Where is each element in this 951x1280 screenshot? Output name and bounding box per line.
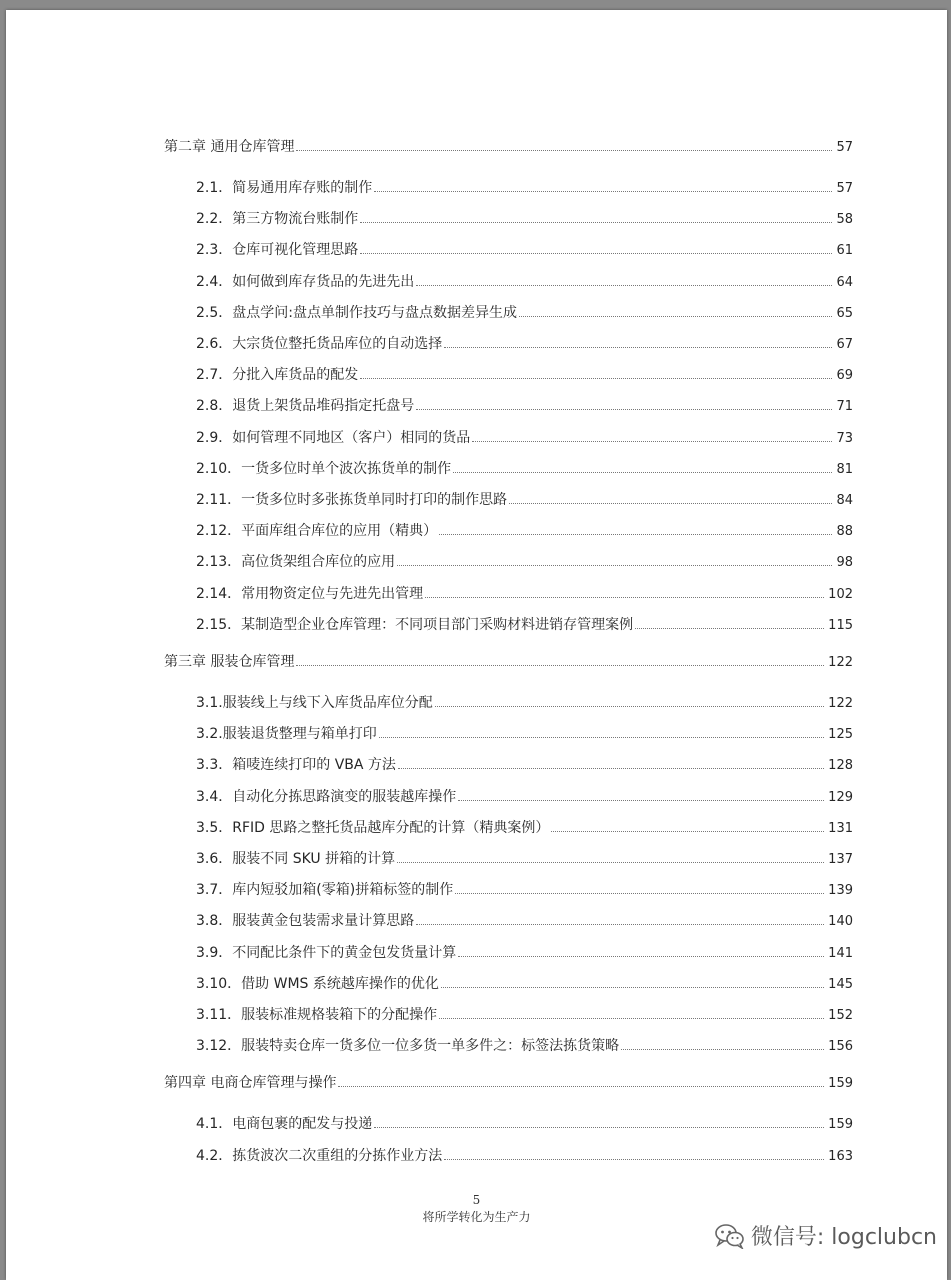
toc-section — [196, 273, 853, 292]
dot-leader — [455, 892, 824, 894]
toc-entry-page: 69 — [836, 368, 853, 384]
toc-entry-label: 2.8．退货上架货品堆码指定托盘号 — [196, 398, 415, 415]
wechat-watermark — [715, 1220, 937, 1251]
dot-leader — [379, 736, 824, 738]
toc-chapter — [164, 138, 853, 157]
dot-leader — [296, 664, 824, 666]
toc-entry-page: 57 — [836, 140, 853, 155]
toc-entry-label: 4.1．电商包裹的配发与投递 — [196, 1116, 373, 1133]
dot-leader — [360, 252, 832, 254]
dot-leader — [458, 799, 824, 801]
dot-leader — [435, 705, 824, 707]
toc-section — [196, 429, 853, 448]
toc-entry-label: 2.13．高位货架组合库位的应用 — [196, 554, 396, 571]
toc-entry-label: 2.1．简易通用库存账的制作 — [196, 180, 373, 196]
toc-entry-page: 125 — [828, 727, 853, 743]
dot-leader — [398, 767, 824, 769]
toc-entry-page: 58 — [836, 212, 853, 228]
toc-entry-page: 128 — [828, 758, 853, 774]
toc-entry-page: 57 — [836, 181, 853, 196]
toc-entry-page: 141 — [828, 945, 853, 961]
toc-entry-label: 2.5．盘点学问:盘点单制作技巧与盘点数据差异生成 — [196, 304, 517, 321]
dot-leader — [472, 440, 832, 442]
toc-entry-label: 2.15．某制造型企业仓库管理：不同项目部门采购材料进销存管理案例 — [196, 616, 634, 633]
toc-entry-page: 139 — [828, 883, 853, 899]
page-number: 5 — [472, 1193, 481, 1207]
dot-leader — [441, 986, 824, 988]
dot-leader — [458, 955, 824, 957]
toc-entry-label: 3.6．服装不同 SKU 拼箱的计算 — [196, 851, 396, 867]
toc-entry-label: 3.7．库内短驳加箱(零箱)拼箱标签的制作 — [196, 882, 454, 899]
toc-entry-label: 2.11．一货多位时多张拣货单同时打印的制作思路 — [196, 492, 508, 508]
dot-leader — [519, 315, 832, 317]
toc-section — [196, 1037, 853, 1056]
footer-slogan: 将所学转化为生产力 — [422, 1210, 531, 1224]
toc-section — [196, 616, 853, 635]
toc-entry-page: 131 — [828, 820, 853, 836]
toc-entry-label: 3.12．服装特卖仓库一货多位一位多货一单多件之：标签法拣货策略 — [196, 1038, 620, 1055]
toc-section — [196, 241, 853, 260]
dot-leader — [425, 596, 824, 598]
toc-entry-page: 115 — [828, 617, 853, 633]
toc-section — [196, 522, 853, 541]
dot-leader — [360, 377, 832, 379]
toc-entry-page: 156 — [828, 1039, 853, 1055]
toc-entry-label: 3.11．服装标准规格装箱下的分配操作 — [196, 1007, 438, 1023]
toc-section — [196, 553, 853, 572]
dot-leader — [439, 1017, 824, 1019]
toc-entry-label: 3.4．自动化分拣思路演变的服装越库操作 — [196, 788, 457, 805]
toc-section — [196, 304, 853, 323]
toc-entry-page: 163 — [828, 1148, 853, 1164]
toc-chapter — [164, 653, 853, 672]
toc-entry-label: 3.1.服装线上与线下入库货品库位分配 — [196, 695, 433, 711]
toc-section — [196, 585, 853, 604]
dot-leader — [439, 533, 832, 535]
dot-leader — [296, 149, 832, 151]
toc-section — [196, 756, 853, 775]
toc-entry-label: 2.6．大宗货位整托货品库位的自动选择 — [196, 336, 443, 352]
toc-section — [196, 819, 853, 838]
toc-entry-page: 145 — [828, 976, 853, 992]
toc-section — [196, 944, 853, 963]
toc-entry-page: 61 — [836, 243, 853, 259]
toc-section — [196, 881, 853, 900]
toc-entry-label: 2.14．常用物资定位与先进先出管理 — [196, 585, 424, 602]
toc-entry-label: 3.3．箱唛连续打印的 VBA 方法 — [196, 757, 396, 774]
toc-entry-label: 2.12．平面库组合库位的应用（精典） — [196, 523, 438, 540]
toc-entry-label: 2.3．仓库可视化管理思路 — [196, 242, 359, 259]
toc-section — [196, 975, 853, 994]
toc-section — [196, 179, 853, 198]
dot-leader — [397, 564, 832, 566]
dot-leader — [360, 221, 832, 223]
toc-entry-page: 71 — [836, 399, 853, 415]
dot-leader — [397, 861, 824, 863]
toc-section — [196, 397, 853, 416]
toc-entry-label: 4.2．拣货波次二次重组的分拣作业方法 — [196, 1147, 443, 1164]
toc-section — [196, 912, 853, 931]
toc-entry-page: 67 — [836, 337, 853, 352]
toc-section — [196, 1115, 853, 1134]
toc-entry-page: 122 — [828, 655, 853, 670]
dot-leader — [374, 190, 832, 192]
toc-section — [196, 210, 853, 229]
toc-section — [196, 460, 853, 479]
toc-entry-page: 159 — [828, 1076, 853, 1092]
toc-chapter — [164, 1074, 853, 1093]
toc-entry-label: 2.2．第三方物流台账制作 — [196, 211, 359, 228]
toc-entry-label: 第二章 通用仓库管理 — [164, 139, 295, 155]
toc-entry-page: 84 — [836, 493, 853, 508]
toc-entry-page: 129 — [828, 789, 853, 805]
dot-leader — [338, 1085, 824, 1087]
wechat-icon — [715, 1223, 745, 1249]
toc-entry-label: 2.9．如何管理不同地区（客户）相同的货品 — [196, 429, 471, 446]
toc-section — [196, 335, 853, 354]
toc-entry-page: 88 — [836, 524, 853, 540]
toc-section — [196, 366, 853, 385]
document-page — [6, 10, 947, 1280]
toc-section — [196, 1006, 853, 1025]
toc-entry-label: 3.2.服装退货整理与箱单打印 — [196, 726, 377, 743]
toc-entry-page: 159 — [828, 1117, 853, 1133]
toc-entry-label: 2.4．如何做到库存货品的先进先出 — [196, 273, 415, 290]
dot-leader — [453, 471, 832, 473]
toc-entry-page: 152 — [828, 1008, 853, 1023]
toc-entry-page: 140 — [828, 914, 853, 930]
toc-section — [196, 850, 853, 869]
dot-leader — [551, 830, 824, 832]
dot-leader — [416, 408, 832, 410]
toc-entry-label: 3.9．不同配比条件下的黄金包发货量计算 — [196, 944, 457, 961]
toc-entry-page: 122 — [828, 696, 853, 711]
toc-entry-label: 2.7．分批入库货品的配发 — [196, 367, 359, 384]
toc-entry-label: 2.10．一货多位时单个波次拣货单的制作 — [196, 460, 452, 477]
toc-entry-label: 第三章 服装仓库管理 — [164, 654, 295, 670]
toc-entry-label: 3.5．RFID 思路之整托货品越库分配的计算（精典案例） — [196, 819, 550, 836]
dot-leader — [374, 1126, 824, 1128]
watermark-text: 微信号: logclubcn — [750, 1225, 937, 1250]
dot-leader — [444, 346, 832, 348]
toc-entry-page: 73 — [836, 430, 853, 446]
toc-section — [196, 1147, 853, 1166]
toc-section — [196, 694, 853, 713]
toc-section — [196, 491, 853, 510]
toc-section — [196, 725, 853, 744]
toc-entry-label: 3.10．借助 WMS 系统越库操作的优化 — [196, 975, 439, 992]
dot-leader — [621, 1048, 824, 1050]
toc-entry-page: 98 — [836, 555, 853, 571]
toc-entry-page: 81 — [836, 461, 853, 477]
dot-leader — [416, 923, 824, 925]
dot-leader — [509, 502, 832, 504]
toc-entry-page: 65 — [836, 305, 853, 321]
toc-entry-label: 第四章 电商仓库管理与操作 — [164, 1075, 337, 1092]
toc-entry-label: 3.8．服装黄金包装需求量计算思路 — [196, 913, 415, 930]
toc-entry-page: 64 — [836, 274, 853, 290]
toc-entry-page: 137 — [828, 852, 853, 867]
toc-section — [196, 788, 853, 807]
dot-leader — [635, 627, 824, 629]
dot-leader — [416, 284, 832, 286]
toc-entry-page: 102 — [828, 586, 853, 602]
dot-leader — [444, 1158, 824, 1160]
